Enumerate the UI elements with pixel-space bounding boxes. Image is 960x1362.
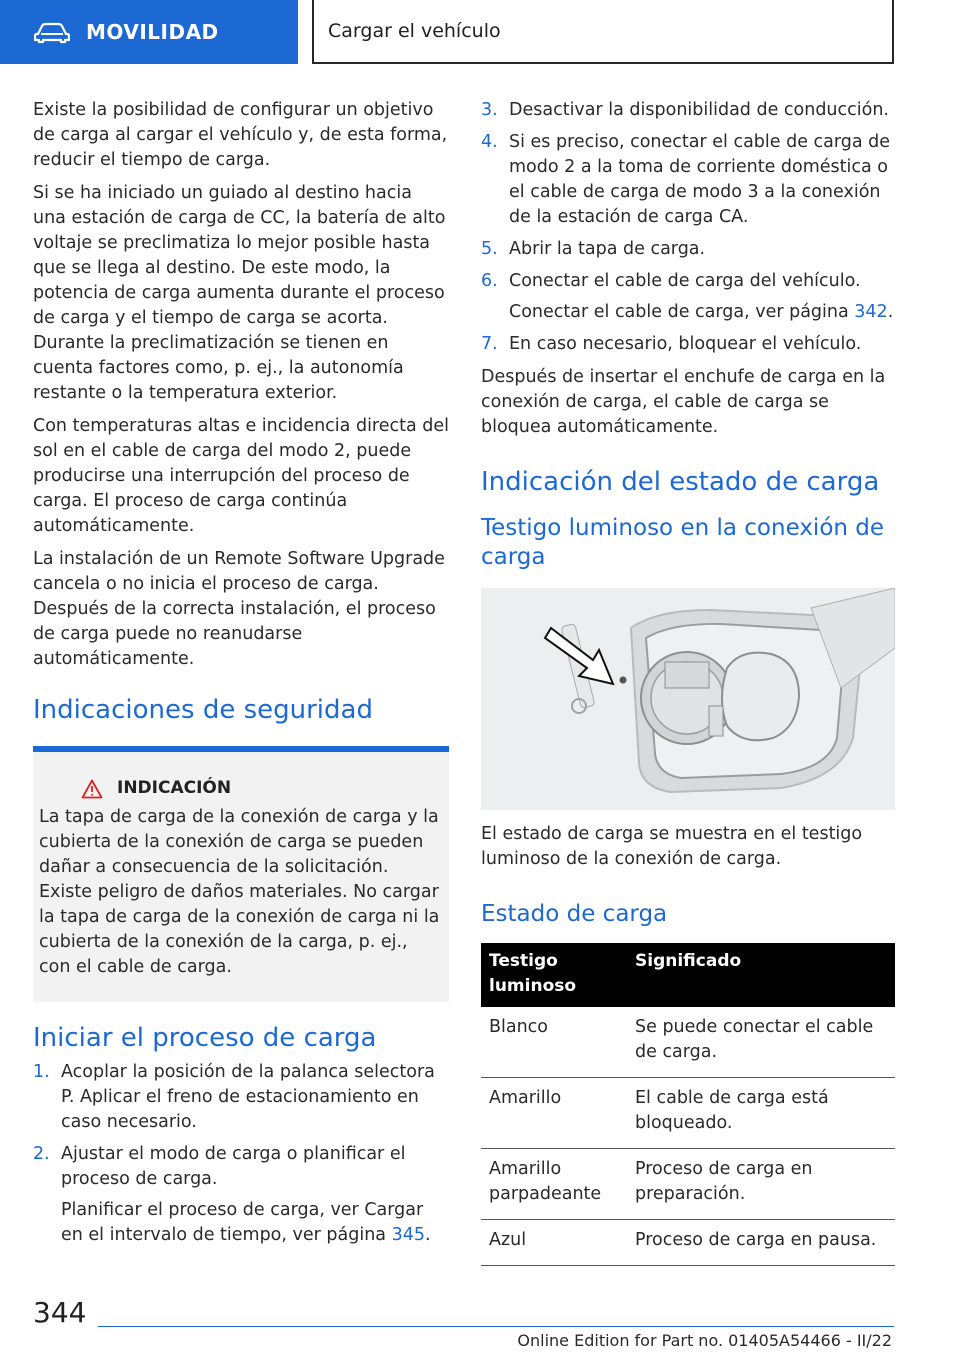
page-link[interactable]: 345	[391, 1225, 425, 1245]
paragraph: Existe la posibilidad de configurar un objetivo de carga al cargar el vehículo y, de esta forma, reducir el tiempo de carga.	[33, 100, 448, 170]
table-cell: Azul	[481, 1220, 627, 1266]
list-item: 6. Conectar el cable de carga del vehículo. Conectar el cable de carga, ver página 342.	[481, 269, 895, 325]
table-cell: El cable de carga está bloqueado.	[627, 1078, 895, 1149]
lamp-heading: Testigo luminoso en la conexión de carga	[481, 515, 885, 570]
status-heading: Indicación del estado de carga	[481, 467, 880, 497]
column-header: Significado	[627, 943, 895, 1007]
charging-port-photo	[481, 588, 895, 810]
warning-icon	[81, 779, 103, 799]
page-number: 344	[33, 1296, 87, 1329]
paragraph: Después de insertar el enchufe de carga en la conexión de carga, el cable de carga se bloquea automáticamente.	[481, 367, 886, 437]
table-cell: Blanco	[481, 1007, 627, 1078]
table-row	[481, 1149, 895, 1220]
car-icon	[34, 20, 70, 44]
section-label: MOVILIDAD	[86, 20, 219, 44]
table-header-row	[481, 943, 895, 1007]
list-item: 2. Ajustar el modo de carga o planificar el proceso de carga. Planificar el proceso de carga, ver Cargar en el intervalo de tiempo, ver página 345.	[33, 1142, 449, 1248]
status-table	[481, 943, 895, 1266]
notice-title: INDICACIÓN	[117, 778, 232, 798]
list-item: 7. En caso necesario, bloquear el vehículo.	[481, 334, 862, 354]
photo-caption: El estado de carga se muestra en el testigo luminoso de la conexión de carga.	[481, 824, 863, 869]
section-tab[interactable]	[0, 0, 298, 64]
right-column	[481, 98, 895, 1266]
table-cell: Proceso de carga en preparación.	[627, 1149, 895, 1220]
paragraph: La instalación de un Remote Software Upgrade cancela o no inicia el proceso de carga. Después de la correcta instalación, el proceso de carga puede no reanudarse automáticamente.	[33, 549, 445, 669]
page-title: Cargar el vehículo	[328, 20, 501, 42]
footer-divider	[98, 1326, 894, 1327]
table-cell: Amarillo parpadeante	[481, 1149, 627, 1220]
paragraph: Si se ha iniciado un guiado al destino hacia una estación de carga de CC, la batería de alto voltaje se preclimatiza lo mejor posible hasta que se llega al destino. De este modo, la potencia de carga aumenta durante el proceso de carga y el tiempo de carga se acorta. Durante la preclimatización se tienen en cuenta factores como, p. ej., la autonomía restante o la temperatura exterior.	[33, 183, 446, 403]
table-cell: Se puede conectar el cable de carga.	[627, 1007, 895, 1078]
table-cell: Proceso de carga en pausa.	[627, 1220, 895, 1266]
left-column	[33, 98, 449, 1256]
table-cell: Amarillo	[481, 1078, 627, 1149]
list-item: 1. Acoplar la posición de la palanca selectora P. Aplicar el freno de estacionamiento en caso necesario.	[33, 1062, 435, 1132]
cross-reference: Conectar el cable de carga, ver página 342.	[509, 302, 894, 322]
list-item: 3. Desactivar la disponibilidad de conducción.	[481, 100, 889, 120]
table-row	[481, 1078, 895, 1149]
steps-list	[481, 98, 895, 357]
page-link[interactable]: 342	[854, 302, 888, 322]
table-row	[481, 1007, 895, 1078]
page-title-box	[312, 0, 894, 64]
start-heading: Iniciar el proceso de carga	[33, 1023, 377, 1053]
list-item: 5. Abrir la tapa de carga.	[481, 239, 706, 259]
column-header: Testigo luminoso	[481, 943, 627, 1007]
notice-box	[33, 752, 449, 1002]
list-item: 4. Si es preciso, conectar el cable de carga de modo 2 a la toma de corriente doméstica o el cable de carga de modo 3 a la conexión de la estación de carga CA.	[481, 132, 891, 227]
safety-heading: Indicaciones de seguridad	[33, 695, 373, 725]
notice-text: Existe peligro de daños materiales. No cargar la tapa de carga de la conexión de carga ni la cubierta de la conexión de la carga, p. ej., con el cable de carga.	[39, 882, 440, 977]
notice-text: La tapa de carga de la conexión de carga y la cubierta de la conexión de carga se pueden dañar a consecuencia de la solicitación.	[39, 807, 439, 877]
paragraph: Con temperaturas altas e incidencia directa del sol en el cable de carga del modo 2, puede producirse una interrupción del proceso de carga. El proceso de carga continúa automáticamente.	[33, 416, 450, 536]
cross-reference: Planificar el proceso de carga, ver Cargar en el intervalo de tiempo, ver página 345.	[61, 1200, 431, 1245]
state-heading: Estado de carga	[481, 901, 668, 927]
steps-list	[33, 1060, 449, 1248]
table-row	[481, 1220, 895, 1266]
edition-text: Online Edition for Part no. 01405A54466 - II/22	[517, 1331, 892, 1350]
